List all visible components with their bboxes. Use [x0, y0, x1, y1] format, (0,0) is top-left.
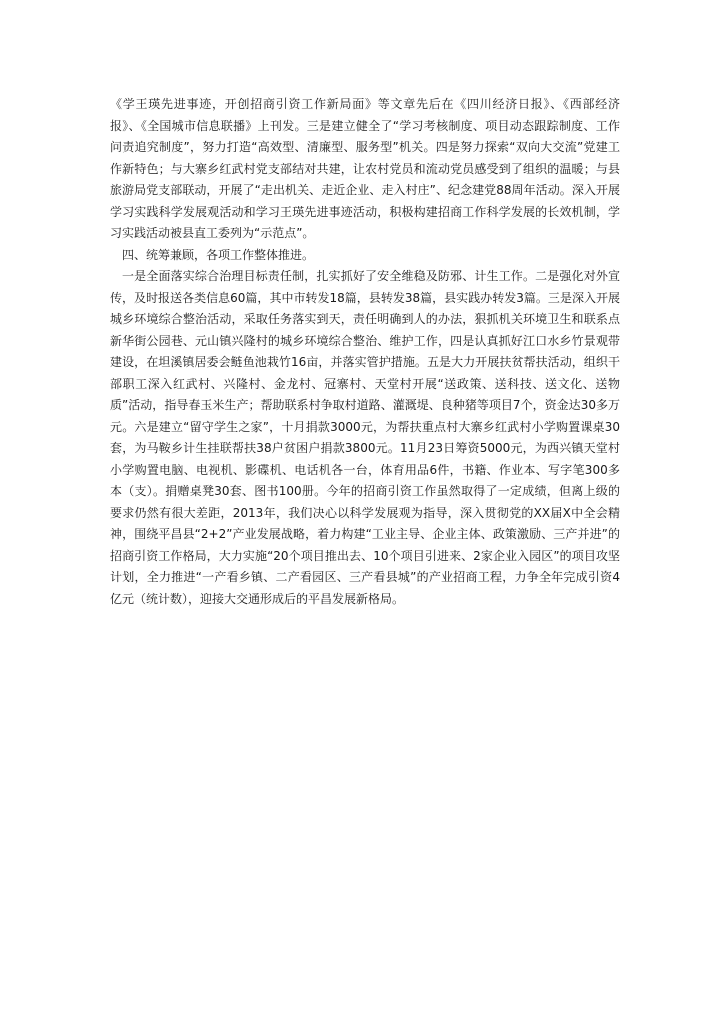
section-heading-four: 四、统筹兼顾，各项工作整体推进。 — [122, 247, 315, 262]
paragraph-party-building: 《学王瑛先进事迹，开创招商引资工作新局面》等文章先后在《四川经济日报》、《西部经济报》、《全国城市信息联播》上刊发。三是建立健全了“学习考核制度、项目动态跟踪制度、工作问责追究制度”，努力打造“高效型、清廉型、服务型”机关。四是努力探索“双向大交流”党建工作新特色；与大寨乡红武村党支部结对共建，让农村党员和流动党员感受到了组织的温暖；与县旅游局党支部联动，开展了“走出机关、走近企业、走入村庄”、纪念建党88周年活动。深入开展学习实践科学发展观活动和学习王瑛先进事迹活动，积极构建招商工作科学发展的长效机制，学习实践活动被县直工委列为“示范点”。 — [110, 97, 620, 240]
paragraph-work-progress: 一是全面落实综合治理目标责任制，扎实抓好了安全维稳及防邪、计生工作。二是强化对外宣传，及时报送各类信息60篇，其中市转发18篇，县转发38篇，县实践办转发3篇。三是深入开展城乡环境综合整治活动，采取任务落实到天，责任明确到人的办法，狠抓机关环境卫生和联系点新华街公园巷、元山镇兴隆村的城乡环境综合整治、维护工作，四是认真抓好江口水乡竹景观带建设，在坦溪镇居委会鲢鱼池栽竹16亩，并落实管护措施。五是大力开展扶贫帮扶活动，组织干部职工深入红武村、兴隆村、金龙村、冠寨村、天堂村开展“送政策、送科技、送文化、送物质”活动，指导春玉米生产；帮助联系村争取村道路、灌溉堤、良种猪等项目7个，资金达30多万元。六是建立“留守学生之家”，十月捐款3000元，为帮扶重点村大寨乡红武村小学购置课桌30套，为马鞍乡计生挂联帮扶38户贫困户捐款3800元。11月23日筹资5000元，为西兴镇天堂村小学购置电脑、电视机、影碟机、电话机各一台，体育用品6件，书籍、作业本、写字笔300多本（支）。捐赠桌凳30套、图书100册。今年的招商引资工作虽然取得了一定成绩，但离上级的要求仍然有很大差距，2013年，我们决心以科学发展观为指导，深入贯彻党的XX届X中全会精神，围绕平昌县“2+2”产业发展战略，着力构建“工业主导、企业主体、政策激励、三产并进”的招商引资工作格局，大力实施“20个项目推出去、10个项目引进来、2家企业入园区”的项目攻坚计划，全力推进“一产看乡镇、二产看园区、三产看县城”的产业招商工程，力争全年完成引资4亿元（统计数），迎接大交通形成后的平昌发展新格局。 — [110, 269, 620, 606]
document-body — [110, 94, 620, 610]
